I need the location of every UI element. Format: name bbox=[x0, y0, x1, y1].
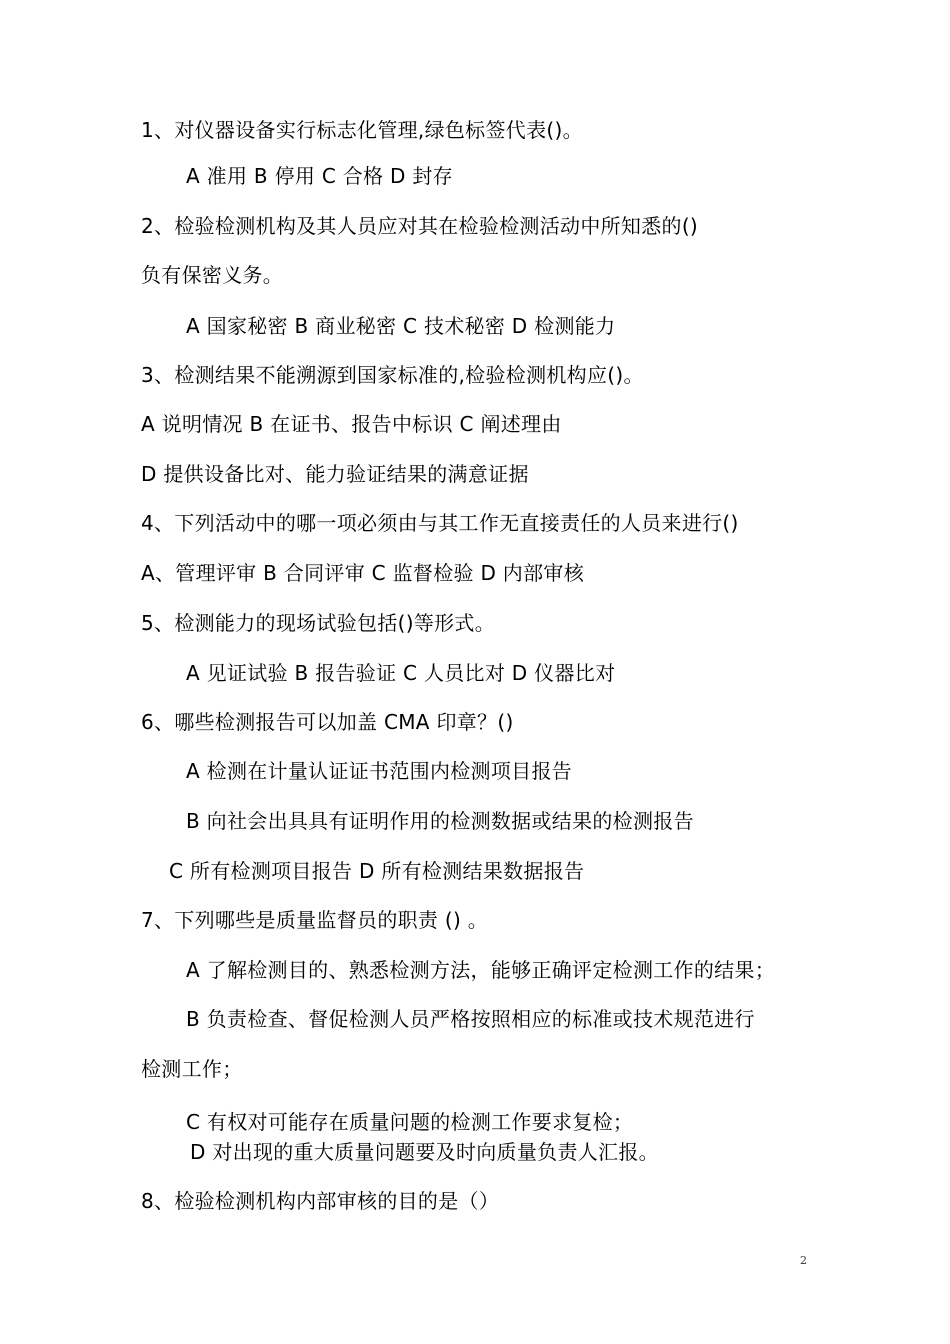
q4-stem: 4、下列活动中的哪一项必须由与其工作无直接责任的人员来进行() bbox=[141, 511, 739, 535]
q6-stem: 6、哪些检测报告可以加盖 CMA 印章？() bbox=[141, 710, 514, 734]
q7-option-b-cont: 检测工作； bbox=[141, 1057, 243, 1081]
q2-stem: 2、检验检测机构及其人员应对其在检验检测活动中所知悉的() bbox=[141, 214, 699, 238]
q1-stem: 1、对仪器设备实行标志化管理,绿色标签代表()。 bbox=[141, 118, 583, 142]
q3-stem: 3、检测结果不能溯源到国家标准的,检验检测机构应()。 bbox=[141, 363, 644, 387]
q6-option-b: B 向社会出具具有证明作用的检测数据或结果的检测报告 bbox=[186, 809, 694, 833]
q7-option-a: A 了解检测目的、熟悉检测方法，能够正确评定检测工作的结果； bbox=[186, 958, 776, 982]
q2-stem-cont: 负有保密义务。 bbox=[141, 263, 284, 287]
q6-option-a: A 检测在计量认证证书范围内检测项目报告 bbox=[186, 759, 573, 783]
q5-stem: 5、检测能力的现场试验包括()等形式。 bbox=[141, 611, 496, 635]
q7-option-b: B 负责检查、督促检测人员严格按照相应的标准或技术规范进行 bbox=[186, 1007, 755, 1031]
page-number: 2 bbox=[800, 1254, 807, 1267]
q2-options: A 国家秘密 B 商业秘密 C 技术秘密 D 检测能力 bbox=[186, 314, 616, 338]
q6-option-cd: C 所有检测项目报告 D 所有检测结果数据报告 bbox=[169, 859, 585, 883]
q3-options: A 说明情况 B 在证书、报告中标识 C 阐述理由 bbox=[141, 412, 562, 436]
q7-option-d: D 对出现的重大质量问题要及时向质量负责人汇报。 bbox=[190, 1140, 659, 1164]
q4-options: A、管理评审 B 合同评审 C 监督检验 D 内部审核 bbox=[141, 561, 585, 585]
q5-options: A 见证试验 B 报告验证 C 人员比对 D 仪器比对 bbox=[186, 661, 616, 685]
q8-stem: 8、检验检测机构内部审核的目的是（） bbox=[141, 1189, 500, 1213]
q1-options: A 准用 B 停用 C 合格 D 封存 bbox=[186, 164, 453, 188]
q3-options-cont: D 提供设备比对、能力验证结果的满意证据 bbox=[141, 462, 529, 486]
q7-stem: 7、下列哪些是质量监督员的职责 () 。 bbox=[141, 908, 489, 932]
q7-option-c: C 有权对可能存在质量问题的检测工作要求复检； bbox=[186, 1110, 634, 1134]
